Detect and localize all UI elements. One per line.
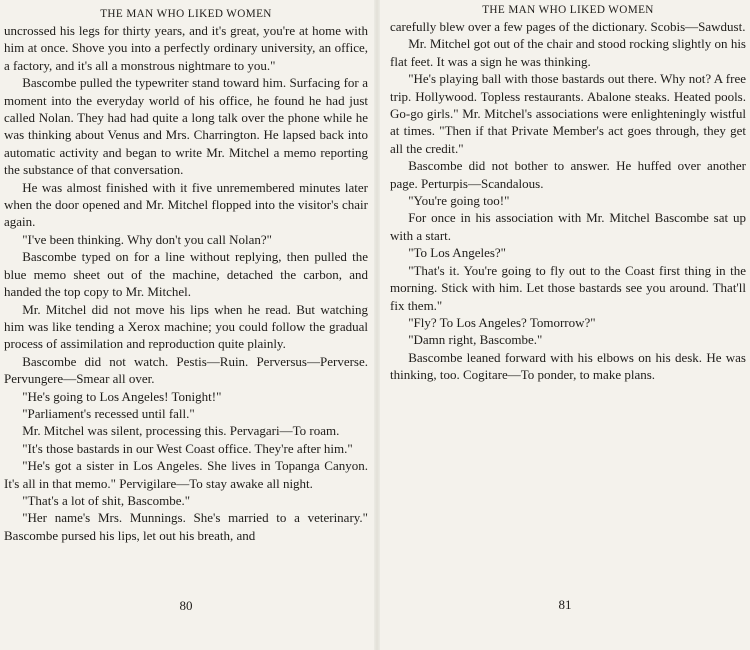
paragraph: Bascombe did not bother to answer. He huffed over another page. Perturpis—Scandalous. xyxy=(390,158,746,191)
paragraph: "Damn right, Bascombe." xyxy=(408,332,543,348)
paragraph: "Fly? To Los Angeles? Tomorrow?" xyxy=(408,314,596,330)
right-page xyxy=(384,0,746,650)
paragraph: carefully blew over a few pages of the dictionary. Scobis—Sawdust. xyxy=(390,19,746,34)
page-number: 80 xyxy=(179,598,193,613)
page-number: 81 xyxy=(558,597,572,612)
body-text xyxy=(390,18,746,384)
paragraph: "He's playing ball with those bastards out there. Why not? A free trip. Hollywood. Topless restaurants. Abalone steaks. Heated pools. Go-go girls." Mr. Mitchel's associations were enlighteningly wistful at times. "Then if that Private Member's act goes through, they get all the credit." xyxy=(390,71,746,156)
gutter xyxy=(374,0,380,650)
paragraph: For once in his association with Mr. Mitchel Bascombe sat up with a start. xyxy=(390,210,746,243)
paragraph: Bascombe leaned forward with his elbows on his desk. He was thinking, too. Cogitare—To ponder, to make plans. xyxy=(390,349,746,383)
paragraph: "That's it. You're going to fly out to the Coast first thing in the morning. Stick with him. Let those bastards see you around. That'll fix them." xyxy=(390,262,746,313)
paragraph: Mr. Mitchel got out of the chair and stood rocking slightly on his flat feet. It was a sign he was thinking. xyxy=(390,36,746,69)
paragraph: "Parliament's recessed until fall." xyxy=(22,405,195,421)
paragraph: uncrossed his legs for thirty years, and it's great, you're at home with him at once. Shove you into a perfectly ordinary university, an office, a factory, and it's all a monstrous nightmare to you." xyxy=(4,23,368,73)
paragraph: "To Los Angeles?" xyxy=(408,245,506,261)
paragraph: Mr. Mitchel did not move his lips when he read. But watching him was like tending a Xerox machine; you could follow the gradual process of assimilation and reproduction quite plainly. xyxy=(4,301,368,352)
body-text xyxy=(4,22,368,544)
paragraph: Bascombe did not watch. Pestis—Ruin. Perversus—Perverse. Pervungere—Smear all over. xyxy=(4,353,368,387)
paragraph: He was almost finished with it five unremembered minutes later when the door opened and Mr. Mitchel flopped into the visitor's chair again. xyxy=(4,179,368,230)
paragraph: "You're going too!" xyxy=(408,193,510,209)
paragraph: Mr. Mitchel was silent, processing this. Pervagari—To roam. xyxy=(22,423,340,439)
running-head: THE MAN WHO LIKED WOMEN xyxy=(482,4,654,16)
paragraph: Bascombe typed on for a line without replying, then pulled the blue memo sheet out of the machine, detached the carbon, and handed the top copy to Mr. Mitchel. xyxy=(4,249,368,300)
running-head: THE MAN WHO LIKED WOMEN xyxy=(100,8,272,20)
paragraph: "It's those bastards in our West Coast office. They're after him." xyxy=(22,440,353,456)
paragraph: "He's got a sister in Los Angeles. She lives in Topanga Canyon. It's all in that memo." Pervigilare—To stay awake all night. xyxy=(4,458,368,491)
paragraph: "That's a lot of shit, Bascombe." xyxy=(22,492,191,508)
paragraph: "I've been thinking. Why don't you call Nolan?" xyxy=(22,231,272,247)
left-page xyxy=(0,0,372,650)
paragraph: Bascombe pulled the typewriter stand toward him. Surfacing for a moment into the everyday world of his office, he found he had just called Nolan. They had had quite a long talk over the phone while he was thinking about Venus and Mrs. Charrington. He lapsed back into automatic activity and began to write Mr. Mitchel a memo reporting the substance of that conversation. xyxy=(4,75,368,178)
paragraph: "Her name's Mrs. Munnings. She's married to a veterinary." Bascombe pursed his lips, let out his breath, and xyxy=(4,510,368,543)
paragraph: "He's going to Los Angeles! Tonight!" xyxy=(22,388,222,404)
